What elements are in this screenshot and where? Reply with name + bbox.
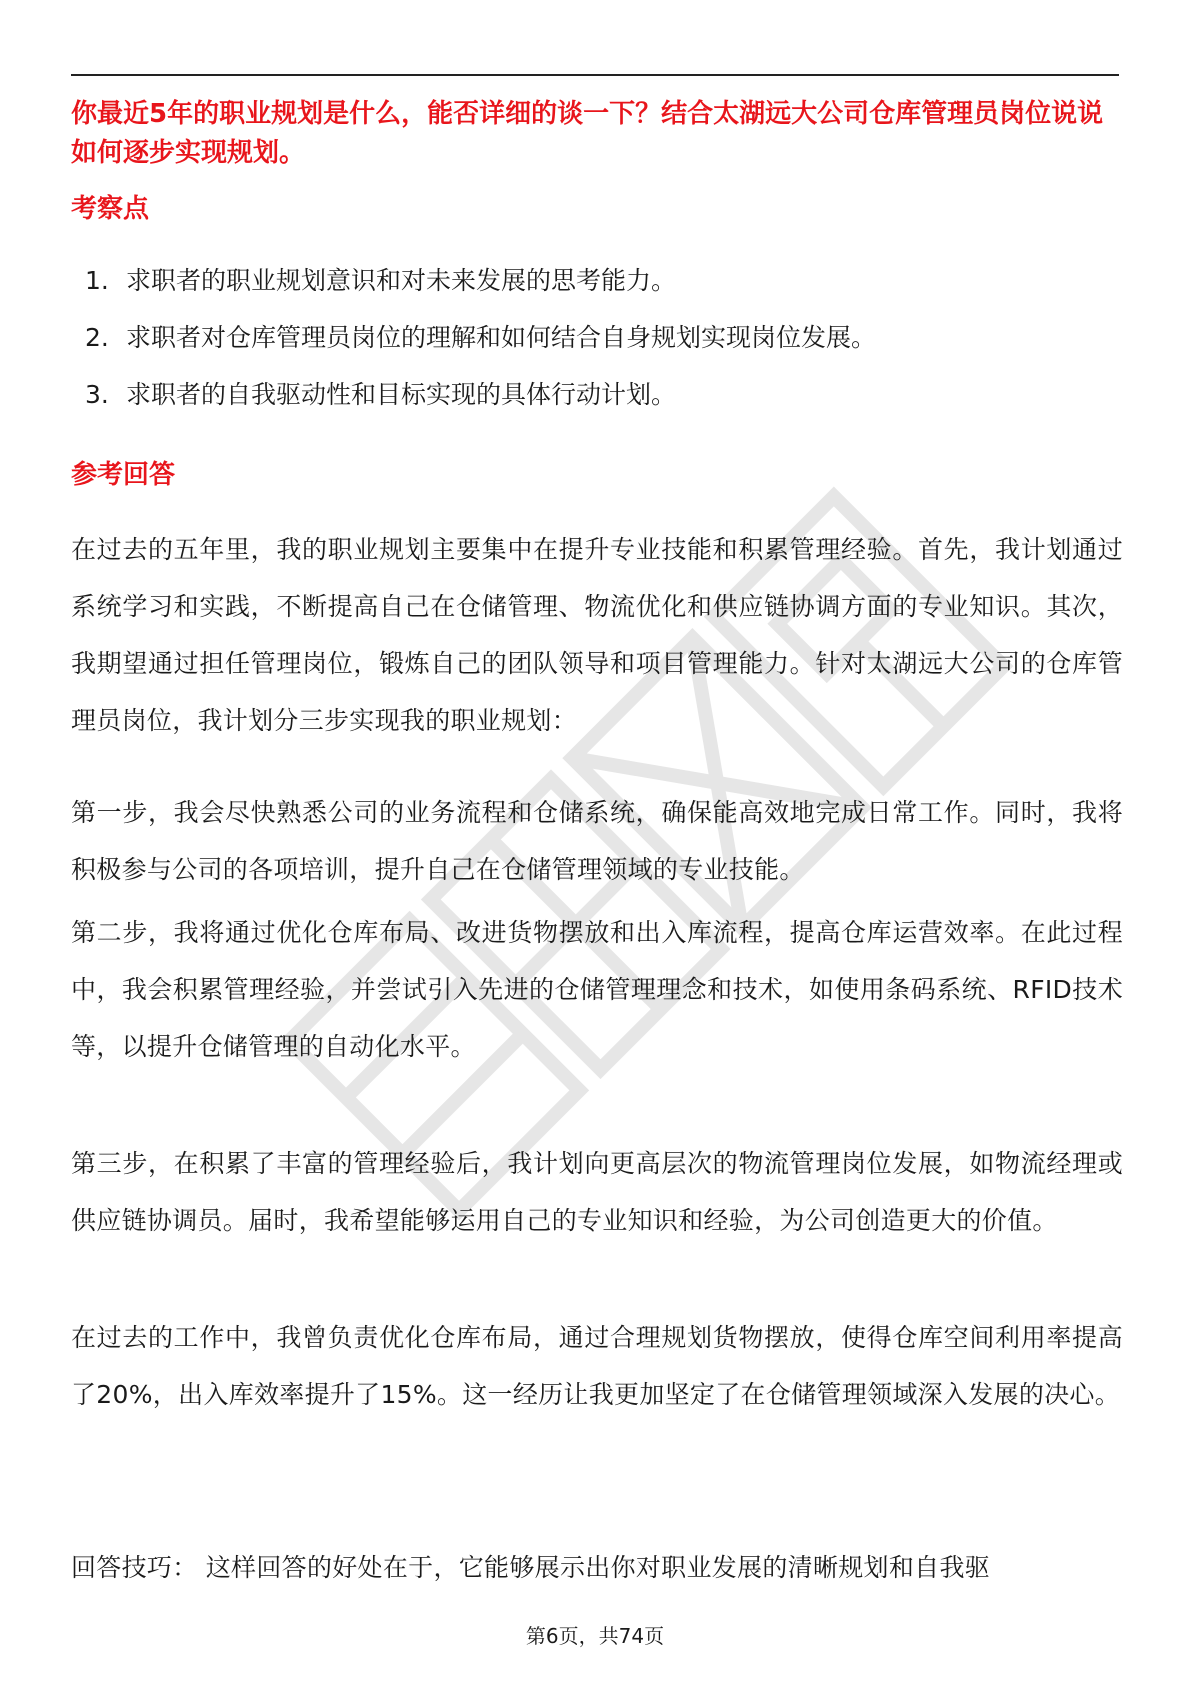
top-divider bbox=[71, 74, 1119, 76]
list-item-number: 2. bbox=[85, 323, 109, 352]
list-item-text: 求职者的自我驱动性和目标实现的具体行动计划。 bbox=[126, 380, 677, 409]
list-item-number: 3. bbox=[85, 380, 109, 409]
list-item-number: 1. bbox=[85, 266, 109, 295]
list-item bbox=[71, 319, 1121, 357]
answer-heading: 参考回答 bbox=[71, 460, 176, 490]
answer-paragraph: 第三步，在积累了丰富的管理经验后，我计划向更高层次的物流管理岗位发展，如物流经理或供应链协调员。届时，我希望能够运用自己的专业知识和经验，为公司创造更大的价值。 bbox=[71, 1149, 1123, 1235]
tips-paragraph: 回答技巧： 这样回答的好处在于，它能够展示出你对职业发展的清晰规划和自我驱 bbox=[71, 1553, 991, 1582]
points-list bbox=[71, 262, 1121, 433]
answer-paragraph: 在过去的五年里，我的职业规划主要集中在提升专业技能和积累管理经验。首先，我计划通过系统学习和实践，不断提高自己在仓储管理、物流优化和供应链协调方面的专业知识。其次，我期望通过担任管理岗位，锻炼自己的团队领导和项目管理能力。针对太湖远大公司的仓库管理员岗位，我计划分三步实现我的职业规划： bbox=[71, 535, 1123, 735]
page-number: 第6页，共74页 bbox=[525, 1624, 665, 1648]
list-item-text: 求职者的职业规划意识和对未来发展的思考能力。 bbox=[126, 266, 677, 295]
question-title: 你最近5年的职业规划是什么，能否详细的谈一下？结合太湖远大公司仓库管理员岗位说说如何逐步实现规划。 bbox=[71, 99, 1104, 168]
list-item bbox=[71, 376, 1121, 414]
list-item bbox=[71, 262, 1121, 300]
answer-paragraph: 第二步，我将通过优化仓库布局、改进货物摆放和出入库流程，提高仓库运营效率。在此过程中，我会积累管理经验，并尝试引入先进的仓储管理理念和技术，如使用条码系统、RFID技术等，以提升仓储管理的自动化水平。 bbox=[71, 918, 1123, 1061]
points-heading: 考察点 bbox=[71, 194, 150, 224]
list-item-text: 求职者对仓库管理员岗位的理解和如何结合自身规划实现岗位发展。 bbox=[126, 323, 877, 352]
answer-paragraph: 第一步，我会尽快熟悉公司的业务流程和仓储系统，确保能高效地完成日常工作。同时，我将积极参与公司的各项培训，提升自己在仓储管理领域的专业技能。 bbox=[71, 798, 1123, 884]
answer-paragraph: 在过去的工作中，我曾负责优化仓库布局，通过合理规划货物摆放，使得仓库空间利用率提高了20%，出入库效率提升了15%。这一经历让我更加坚定了在仓储管理领域深入发展的决心。 bbox=[71, 1323, 1123, 1409]
